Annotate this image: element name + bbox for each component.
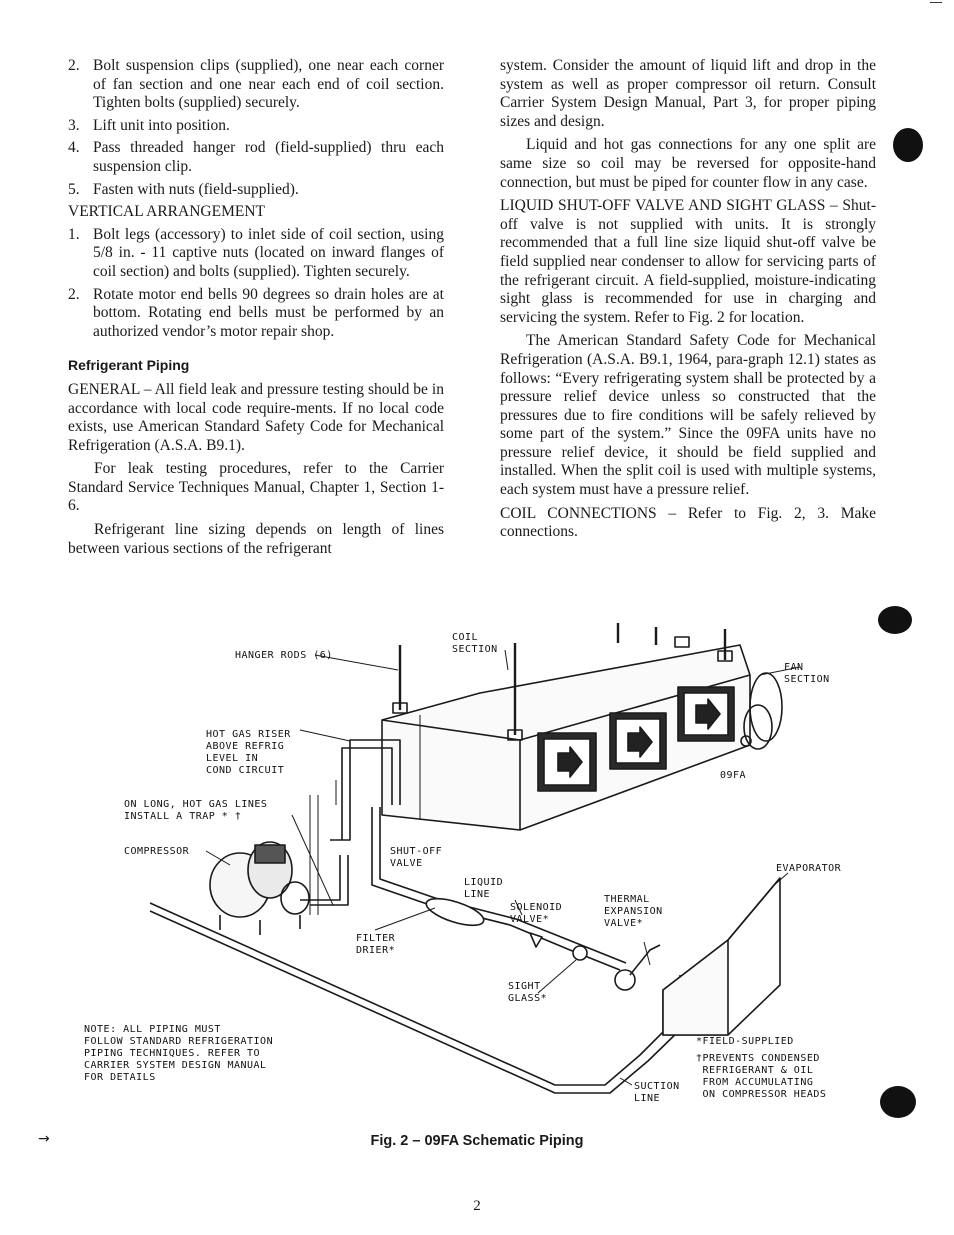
figure-caption: Fig. 2 – 09FA Schematic Piping: [370, 1133, 584, 1149]
line-sizing-paragraph: Refrigerant line sizing depends on length of lines between various sections of the refrigerant: [68, 521, 444, 557]
vertical-arrangement-heading: VERTICAL ARRANGEMENT: [68, 203, 265, 221]
vertical-step-2: 2. Rotate motor end bells 90 degrees so drain holes are at bottom. Rotating end bells must be performed by an authorized vendor’s motor repair shop.: [68, 285, 444, 340]
hot-gas-trap-label: ON LONG, HOT GAS LINES INSTALL A TRAP * †: [124, 799, 268, 822]
top-edge-mark: [930, 2, 942, 3]
left-column: [68, 57, 444, 563]
install-step-5: 5. Fasten with nuts (field-supplied).: [68, 180, 299, 198]
thermal-expansion-valve-label: THERMAL EXPANSION VALVE*: [604, 894, 663, 929]
install-step-4: 4. Pass threaded hanger rod (field-supplied) thru each suspension clip.: [68, 139, 444, 175]
liquid-line-label: LIQUID LINE: [464, 877, 504, 900]
sight-glass-label: SIGHT GLASS*: [508, 981, 548, 1004]
shut-off-valve-label: SHUT-OFF VALVE: [390, 846, 443, 869]
vertical-step-1: 1. Bolt legs (accessory) to inlet side of coil section, using 5/8 in. - 11 captive nuts (located on inward flanges of coil section) and bolts (supplied). Tighten securely.: [68, 225, 444, 280]
trap-purpose-footnote: †PREVENTS CONDENSED REFRIGERANT & OIL FROM ACCUMULATING ON COMPRESSOR HEADS: [696, 1053, 827, 1100]
install-step-2: 2. Bolt suspension clips (supplied), one near each corner of fan section and one near each end of coil section. Tighten bolts (supplied) securely.: [68, 57, 444, 112]
general-paragraph: GENERAL – All field leak and pressure testing should be in accordance with local code require-ments. If no local code exists, use American Standard Safety Code for Mechanical Refrigeration (A.S.A. B9.1).: [68, 380, 444, 454]
margin-ink-blot: [893, 128, 923, 162]
page-number: 2: [473, 1198, 481, 1214]
evaporator-label: EVAPORATOR: [776, 863, 842, 874]
solenoid-valve-label: SOLENOID VALVE*: [510, 902, 563, 925]
piping-schematic-diagram: [60, 615, 880, 1125]
shutoff-valve-paragraph: LIQUID SHUT-OFF VALVE AND SIGHT GLASS – Shut-off valve is not supplied with units. It is strongly recommended that a full line size liquid shut-off valve be field supplied near condenser to allow for servicing parts of the refrigerant circuit. A field-supplied, moisture-indicating sight glass is recommended for use in charging and servicing the system. Refer to Fig. 2 for location.: [500, 197, 876, 326]
liquid-connections-paragraph: Liquid and hot gas connections for any one split are same size so coil may be reversed for opposite-hand connection, but must be piped for counter flow in any case.: [500, 136, 876, 191]
hot-gas-riser-label: HOT GAS RISER ABOVE REFRIG LEVEL IN COND CIRCUIT: [206, 729, 291, 776]
leak-testing-paragraph: For leak testing procedures, refer to the Carrier Standard Service Techniques Manual, Chapter 1, Section 1-6.: [68, 460, 444, 515]
filter-drier-label: FILTER DRIER*: [356, 933, 396, 956]
coil-section-label: COIL SECTION: [452, 632, 498, 655]
system-paragraph: system. Consider the amount of liquid lift and drop in the system as well as proper compressor oil return. Consult Carrier System Design Manual, Part 3, for proper piping sizes and design.: [500, 57, 876, 130]
margin-change-arrow: →: [38, 1131, 50, 1147]
fan-section-label: FAN SECTION: [784, 662, 830, 685]
install-step-3: 3. Lift unit into position.: [68, 116, 230, 134]
unit-model-label: 09FA: [720, 770, 747, 781]
field-supplied-footnote: *FIELD-SUPPLIED: [696, 1036, 794, 1047]
hanger-rods-label: HANGER RODS (6): [235, 650, 333, 661]
piping-note: NOTE: ALL PIPING MUST FOLLOW STANDARD REFRIGERATION PIPING TECHNIQUES. REFER TO CARRIER SYSTEM DESIGN MANUAL FOR DETAILS: [84, 1024, 274, 1083]
safety-code-paragraph: The American Standard Safety Code for Mechanical Refrigeration (A.S.A. B9.1, 1964, para-graph 12.1) states as follows: “Every refrigerating system shall be protected by a pressure relief device unless so constructed that the pressures due to fire conditions will be safely relieved by some part of the system.” Since the 09FA units have no pressure relief device, it should be field supplied and installed. When the split coil is used with multiple systems, each system must have a pressure relief.: [500, 332, 876, 499]
right-column: [500, 57, 876, 547]
refrigerant-piping-heading: Refrigerant Piping: [68, 357, 190, 374]
coil-connections-paragraph: COIL CONNECTIONS – Refer to Fig. 2, 3. Make connections.: [500, 504, 876, 541]
compressor-label: COMPRESSOR: [124, 846, 190, 857]
margin-ink-blot: [880, 1086, 916, 1118]
margin-ink-blot: [878, 606, 912, 634]
suction-line-label: SUCTION LINE: [634, 1081, 680, 1104]
